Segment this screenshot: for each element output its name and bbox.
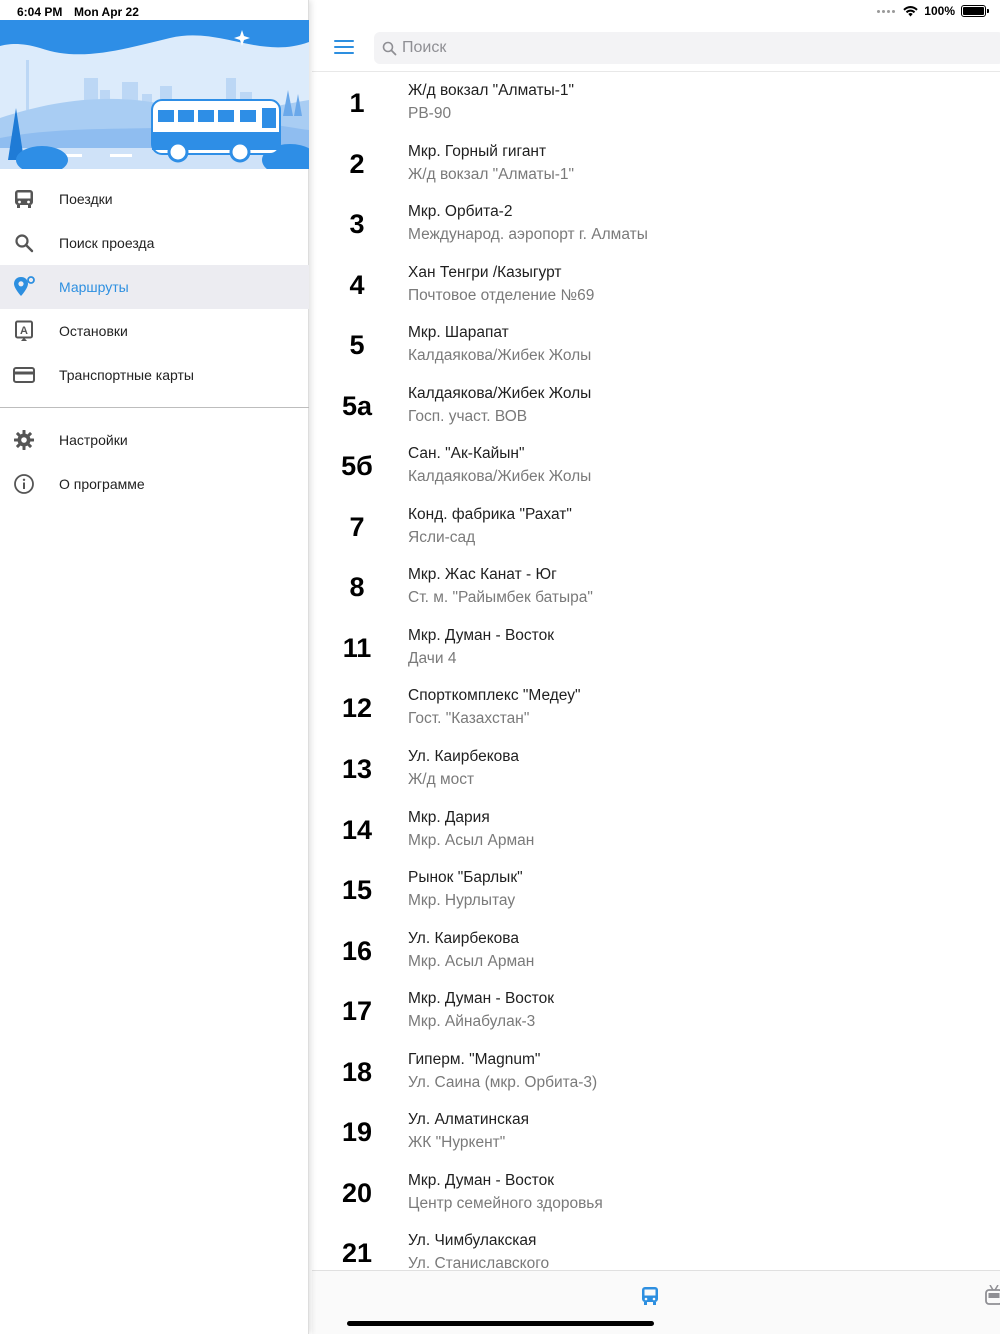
route-start: Калдаякова/Жибек Жолы [408,384,592,402]
route-end: Калдаякова/Жибек Жолы [408,468,592,486]
route-row[interactable] [312,1164,1000,1225]
wifi-icon [903,6,918,17]
route-number: 7 [349,511,365,542]
route-start: Ул. Каирбекова [408,929,519,947]
route-number: 5б [341,451,373,482]
route-row[interactable] [312,1224,1000,1270]
route-number: 21 [341,1238,373,1269]
route-row[interactable] [312,437,1000,498]
menu-item-settings[interactable] [0,418,309,462]
info-icon [12,473,36,495]
menu-item-label: Остановки [59,323,128,339]
route-row[interactable] [312,558,1000,619]
route-number: 20 [341,1177,373,1208]
route-row[interactable] [312,1103,1000,1164]
route-number: 11 [342,632,372,663]
home-indicator[interactable] [347,1321,654,1326]
gear-icon [12,429,36,451]
route-start: Мкр. Думан - Восток [408,1171,554,1189]
route-number: 13 [341,754,373,785]
menu-item-label: О программе [59,476,145,492]
drawer-header-illustration [0,20,309,169]
route-row[interactable] [312,135,1000,196]
route-row[interactable] [312,679,1000,740]
route-start: Мкр. Дария [408,808,490,826]
route-number: 16 [341,935,373,966]
route-start: Мкр. Горный гигант [408,142,547,160]
route-end: Калдаякова/Жибек Жолы [408,347,592,365]
route-end: Ж/д мост [408,771,475,789]
route-start: Мкр. Думан - Восток [408,990,554,1008]
top-bar [312,22,1000,72]
route-end: Ст. м. "Райымбек батыра" [408,589,593,607]
route-row[interactable] [312,922,1000,983]
route-number: 4 [349,269,365,300]
menu-item-stops[interactable] [0,309,309,353]
route-end: Госп. участ. ВОВ [408,407,528,425]
route-end: Дачи 4 [408,649,457,667]
status-time: 6:04 PM [17,5,63,19]
route-end: Ж/д вокзал "Алматы-1" [408,165,575,183]
route-row[interactable] [312,982,1000,1043]
status-date: Mon Apr 22 [74,5,139,19]
route-end: Мкр. Айнабулак-3 [408,1013,536,1031]
navigation-drawer [0,0,309,1334]
route-row[interactable] [312,74,1000,135]
route-number: 2 [349,148,365,179]
route-start: Ж/д вокзал "Алматы-1" [408,82,575,99]
route-end: Мкр. Асыл Арман [408,952,535,970]
signal-dots-icon [877,10,895,13]
menu-item-label: Транспортные карты [59,367,194,383]
status-bar [0,0,1000,22]
route-row[interactable] [312,619,1000,680]
menu-item-label: Маршруты [59,279,129,295]
route-end: Ясли-сад [408,528,476,546]
route-end: Почтовое отделение №69 [408,286,595,304]
route-row[interactable] [312,256,1000,317]
menu-item-label: Настройки [59,432,128,448]
route-start: Мкр. Шарапат [408,324,509,342]
search-icon [12,232,36,254]
menu-item-trips[interactable] [0,177,309,221]
route-number: 1 [349,88,365,118]
route-number: 17 [341,996,373,1027]
route-end: ЖК "Нуркент" [408,1134,506,1152]
hamburger-menu-icon[interactable] [334,40,354,54]
route-end: Международ. аэропорт г. Алматы [408,226,648,244]
routes-list [312,74,1000,1270]
route-number: 12 [341,693,373,724]
route-end: Ул. Саина (мкр. Орбита-3) [408,1073,598,1091]
route-row[interactable] [312,195,1000,256]
route-start: Хан Тенгри /Казыгурт [408,263,562,281]
route-row[interactable] [312,801,1000,862]
svg-text:A: A [20,325,28,337]
bus-city-illustration [0,20,309,169]
route-number: 3 [349,209,365,240]
route-start: Сан. "Ак-Кайын" [408,445,525,463]
route-start: Мкр. Жас Канат - Юг [408,566,557,584]
route-end: Мкр. Нурлытау [408,892,516,910]
credit-card-icon [12,364,36,386]
route-row[interactable] [312,740,1000,801]
route-pin-icon [12,276,36,298]
search-icon [382,41,397,61]
route-row[interactable] [312,498,1000,559]
menu-item-label: Поиск проезда [59,235,155,251]
route-end: Ул. Станиславского [408,1255,550,1270]
route-end: РВ-90 [408,105,452,122]
battery-percent: 100% [924,4,955,18]
route-number: 14 [341,814,373,845]
route-end: Мкр. Асыл Арман [408,831,535,849]
route-row[interactable] [312,377,1000,438]
route-end: Гост. "Казахстан" [408,710,530,728]
drawer-menu [0,177,309,506]
route-start: Ул. Алматинская [408,1111,529,1129]
menu-item-label: Поездки [59,191,113,207]
route-number: 15 [341,875,373,906]
route-number: 5 [349,330,365,361]
route-number: 19 [341,1117,373,1148]
route-start: Рынок "Барлык" [408,869,523,887]
tab-trolleybus[interactable] [984,1285,1000,1309]
menu-item-about[interactable] [0,462,309,506]
route-start: Гиперм. "Magnum" [408,1050,541,1068]
route-number: 8 [349,572,365,603]
route-end: Центр семейного здоровья [408,1194,603,1212]
route-row[interactable] [312,316,1000,377]
route-start: Ул. Чимбулакская [408,1232,537,1250]
route-row[interactable] [312,861,1000,922]
stop-sign-icon [12,320,36,342]
search-input[interactable] [402,36,982,60]
bus-drawing [152,100,280,161]
route-number: 18 [341,1056,373,1087]
menu-item-transport-cards[interactable] [0,353,309,397]
trolleybus-icon [984,1285,1000,1309]
search-bar [374,32,1000,64]
status-right [877,4,986,18]
route-start: Спорткомплекс "Медеу" [408,687,581,705]
route-start: Мкр. Орбита-2 [408,203,513,221]
menu-divider [0,407,309,408]
route-row[interactable] [312,1043,1000,1104]
menu-item-search-fare[interactable] [0,221,309,265]
battery-icon [961,5,986,17]
route-start: Мкр. Думан - Восток [408,626,554,644]
main-content [312,0,1000,1334]
bus-icon [640,1285,660,1307]
route-start: Ул. Каирбекова [408,748,519,766]
route-start: Конд. фабрика "Рахат" [408,505,572,523]
route-number: 5а [341,390,373,421]
menu-item-routes[interactable] [0,265,309,309]
tab-bus[interactable] [640,1285,664,1309]
bus-icon [12,188,36,210]
